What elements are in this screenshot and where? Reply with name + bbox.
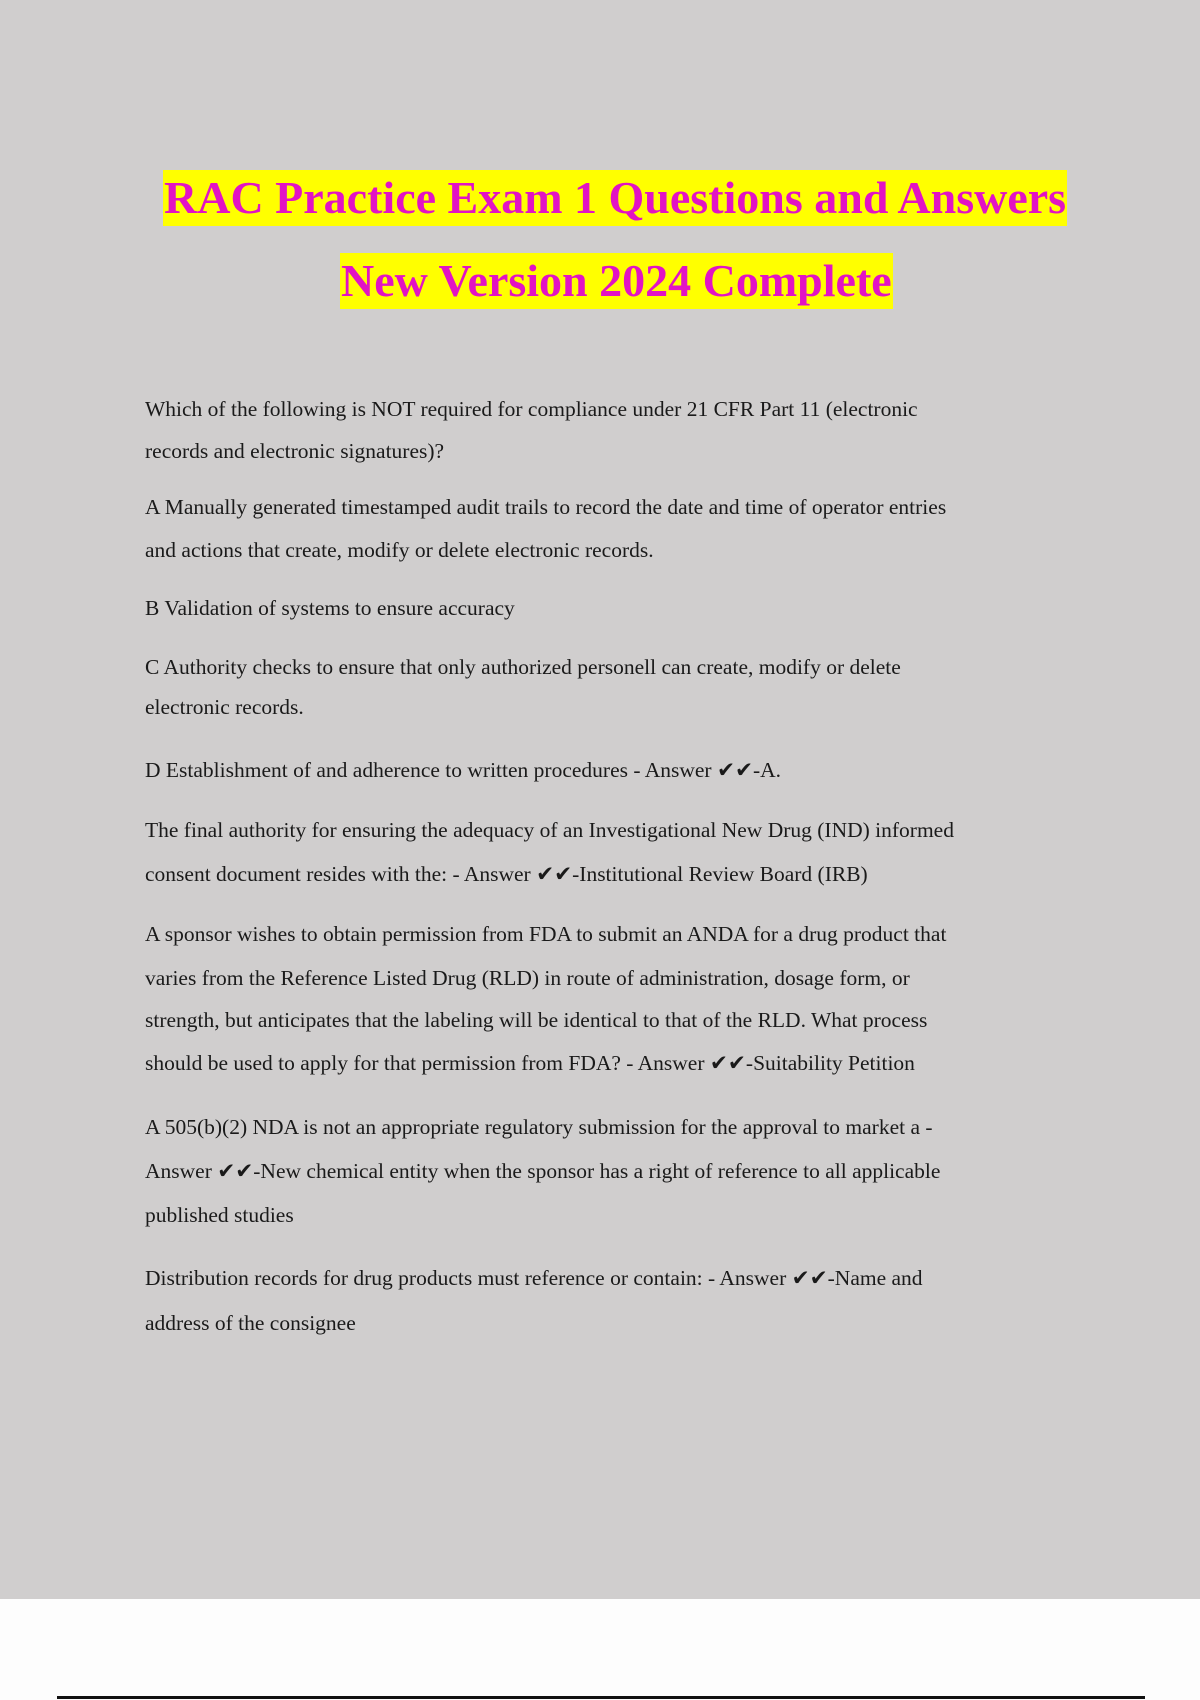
paragraph-line: records and electronic signatures)? <box>145 439 445 463</box>
paragraph-line: address of the consignee <box>145 1311 356 1335</box>
paragraph-line: B Validation of systems to ensure accuracy <box>145 596 515 620</box>
paragraph-line: should be used to apply for that permission from FDA? - Answer ✔✔-Suitability Petition <box>145 1051 915 1075</box>
paragraph-line: A Manually generated timestamped audit trails to record the date and time of operator entries <box>145 495 947 519</box>
paragraph-line: strength, but anticipates that the labeling will be identical to that of the RLD. What process <box>145 1008 928 1032</box>
document-title-line-2: New Version 2024 Complete <box>340 253 893 309</box>
paragraph-line: and actions that create, modify or delete electronic records. <box>145 538 654 562</box>
paragraph-line: The final authority for ensuring the adequacy of an Investigational New Drug (IND) informed <box>145 818 954 842</box>
paragraph-line: Which of the following is NOT required for compliance under 21 CFR Part 11 (electronic <box>145 397 918 421</box>
paragraph-line: A 505(b)(2) NDA is not an appropriate regulatory submission for the approval to market a - <box>145 1115 933 1139</box>
paragraph-line: Answer ✔✔-New chemical entity when the sponsor has a right of reference to all applicable <box>145 1159 941 1183</box>
paragraph-line: C Authority checks to ensure that only authorized personell can create, modify or delete <box>145 655 901 679</box>
footer-divider <box>57 1696 1145 1699</box>
paragraph-line: A sponsor wishes to obtain permission from FDA to submit an ANDA for a drug product that <box>145 922 947 946</box>
paragraph-line: consent document resides with the: - Answer ✔✔-Institutional Review Board (IRB) <box>145 862 868 886</box>
paragraph-line: varies from the Reference Listed Drug (RLD) in route of administration, dosage form, or <box>145 966 910 990</box>
paragraph-line: electronic records. <box>145 695 304 719</box>
document-title-line-1: RAC Practice Exam 1 Questions and Answers <box>163 170 1067 226</box>
paragraph-line: published studies <box>145 1203 294 1227</box>
paragraph-line: Distribution records for drug products must reference or contain: - Answer ✔✔-Name and <box>145 1266 923 1290</box>
paragraph-line: D Establishment of and adherence to written procedures - Answer ✔✔-A. <box>145 758 782 782</box>
